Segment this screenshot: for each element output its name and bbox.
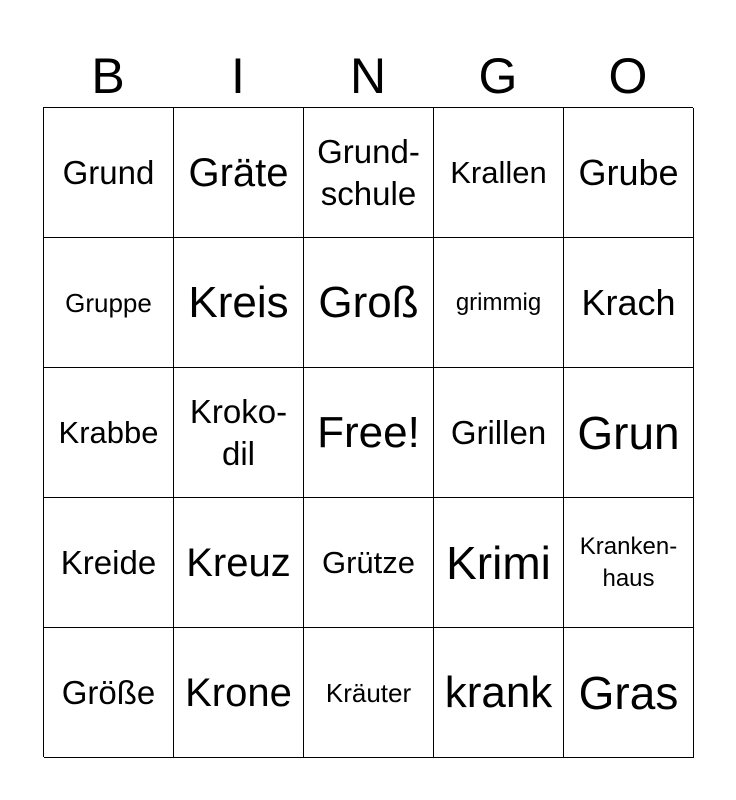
bingo-board	[43, 107, 693, 757]
cell-label: Grube	[578, 151, 679, 193]
bingo-cell[interactable]	[434, 628, 564, 758]
bingo-cell[interactable]	[304, 368, 434, 498]
bingo-cell[interactable]	[434, 368, 564, 498]
cell-label: Groß	[318, 277, 419, 327]
cell-label: Krach	[581, 281, 676, 323]
cell-label: Free!	[317, 407, 420, 457]
cell-label: Kroko- dil	[189, 392, 288, 472]
bingo-cell[interactable]	[564, 628, 694, 758]
cell-label: Grund- schule	[317, 132, 420, 212]
bingo-cell[interactable]	[564, 368, 694, 498]
bingo-cell[interactable]	[44, 368, 174, 498]
cell-label: Grillen	[450, 413, 547, 451]
bingo-cell[interactable]	[304, 628, 434, 758]
cell-label: Gras	[578, 666, 679, 719]
header-letter-i: I	[231, 48, 245, 104]
cell-label: Gräte	[188, 150, 289, 195]
bingo-cell[interactable]	[304, 498, 434, 628]
cell-label: Krone	[185, 670, 292, 715]
bingo-header	[43, 48, 693, 104]
cell-label: Kreuz	[186, 540, 291, 585]
header-letter-b: B	[91, 48, 125, 104]
cell-label: Kräuter	[325, 677, 412, 708]
bingo-cell[interactable]	[564, 108, 694, 238]
bingo-cell[interactable]	[174, 628, 304, 758]
cell-label: Kreis	[188, 277, 289, 327]
bingo-cell[interactable]	[44, 498, 174, 628]
bingo-cell[interactable]	[434, 238, 564, 368]
bingo-cell[interactable]	[564, 498, 694, 628]
cell-label: Kreide	[60, 543, 157, 581]
cell-label: Grund	[62, 153, 155, 191]
bingo-cell[interactable]	[174, 108, 304, 238]
bingo-cell[interactable]	[434, 498, 564, 628]
cell-label: Kranken- haus	[579, 532, 678, 592]
cell-label: Gruppe	[65, 287, 152, 318]
bingo-cell[interactable]	[174, 368, 304, 498]
cell-label: Größe	[61, 673, 156, 711]
bingo-cell[interactable]	[44, 238, 174, 368]
bingo-cell[interactable]	[44, 108, 174, 238]
bingo-cell[interactable]	[304, 238, 434, 368]
cell-label: Krabbe	[58, 414, 159, 450]
bingo-cell[interactable]	[304, 108, 434, 238]
bingo-cell[interactable]	[434, 108, 564, 238]
cell-label: Krimi	[446, 536, 551, 589]
header-letter-g: G	[478, 48, 518, 104]
cell-label: Grütze	[321, 544, 416, 580]
header-letter-o: O	[608, 48, 648, 104]
cell-label: Krallen	[450, 154, 547, 190]
bingo-cell[interactable]	[44, 628, 174, 758]
bingo-cell[interactable]	[174, 498, 304, 628]
header-letter-n: N	[349, 48, 387, 104]
cell-label: grimmig	[455, 288, 542, 316]
bingo-cell[interactable]	[564, 238, 694, 368]
cell-label: krank	[444, 667, 553, 717]
cell-label: Grun	[577, 406, 680, 459]
bingo-cell[interactable]	[174, 238, 304, 368]
